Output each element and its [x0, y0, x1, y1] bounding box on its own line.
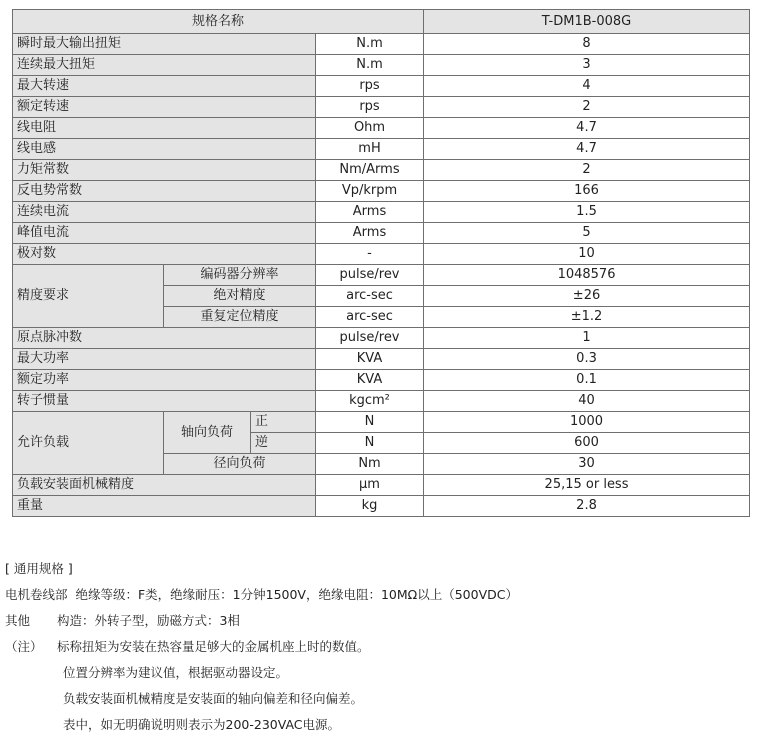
table-row — [13, 139, 750, 160]
unit-cell: pulse/rev — [316, 265, 424, 286]
row-label: 连续电流 — [13, 202, 316, 223]
table-row — [13, 223, 750, 244]
value-cell: 1 — [424, 328, 750, 349]
value-cell: 2.8 — [424, 496, 750, 517]
value-cell: ±26 — [424, 286, 750, 307]
row-label: 瞬时最大输出扭矩 — [13, 34, 316, 55]
value-cell: 4.7 — [424, 118, 750, 139]
value-cell: 1000 — [424, 412, 750, 433]
value-cell: 166 — [424, 181, 750, 202]
unit-cell: N.m — [316, 34, 424, 55]
row-label: 线电感 — [13, 139, 316, 160]
unit-cell: kg — [316, 496, 424, 517]
precision-label: 精度要求 — [13, 265, 164, 328]
row-label: 原点脉冲数 — [13, 328, 316, 349]
forward-label: 正 — [251, 412, 316, 433]
value-cell: 2 — [424, 160, 750, 181]
row-label: 重量 — [13, 496, 316, 517]
reverse-label: 逆 — [251, 433, 316, 454]
value-cell: 8 — [424, 34, 750, 55]
value-cell: 0.1 — [424, 370, 750, 391]
row-label: 力矩常数 — [13, 160, 316, 181]
table-row — [13, 265, 750, 286]
value-cell: 4 — [424, 76, 750, 97]
row-label: 极对数 — [13, 244, 316, 265]
table-row — [13, 391, 750, 412]
unit-cell: arc-sec — [316, 307, 424, 328]
unit-cell: N.m — [316, 55, 424, 76]
other-text: 构造：外转子型，励磁方式：3相 — [56, 613, 240, 628]
value-cell: 10 — [424, 244, 750, 265]
value-cell: 0.3 — [424, 349, 750, 370]
table-row — [13, 496, 750, 517]
row-label: 最大功率 — [13, 349, 316, 370]
row-label: 额定功率 — [13, 370, 316, 391]
load-label: 允许负载 — [13, 412, 164, 475]
table-row — [13, 181, 750, 202]
value-cell: 30 — [424, 454, 750, 475]
value-cell: ±1.2 — [424, 307, 750, 328]
table-row — [13, 370, 750, 391]
value-cell: 5 — [424, 223, 750, 244]
table-row — [13, 160, 750, 181]
radial-load-label: 径向负荷 — [164, 454, 316, 475]
table-row — [13, 76, 750, 97]
precision-sub: 绝对精度 — [164, 286, 316, 307]
unit-cell: N — [316, 412, 424, 433]
header-model: T-DM1B-008G — [424, 10, 750, 34]
unit-cell: rps — [316, 97, 424, 118]
unit-cell: Nm — [316, 454, 424, 475]
note-line: 负载安装面机械精度是安装面的轴向偏差和径向偏差。 — [63, 691, 364, 706]
value-cell: 2 — [424, 97, 750, 118]
unit-cell: - — [316, 244, 424, 265]
value-cell: 4.7 — [424, 139, 750, 160]
unit-cell: Vp/krpm — [316, 181, 424, 202]
spec-table — [12, 9, 750, 517]
note-tag: （注） — [5, 639, 43, 654]
unit-cell: Arms — [316, 223, 424, 244]
table-row — [13, 97, 750, 118]
winding-line — [5, 582, 518, 608]
precision-sub: 重复定位精度 — [164, 307, 316, 328]
value-cell: 40 — [424, 391, 750, 412]
axial-load-label: 轴向负荷 — [164, 412, 251, 454]
unit-cell: Ohm — [316, 118, 424, 139]
table-row — [13, 412, 750, 433]
row-label: 转子惯量 — [13, 391, 316, 412]
unit-cell: rps — [316, 76, 424, 97]
unit-cell: pulse/rev — [316, 328, 424, 349]
table-row — [13, 202, 750, 223]
row-label: 线电阻 — [13, 118, 316, 139]
other-line — [5, 608, 518, 634]
unit-cell: Arms — [316, 202, 424, 223]
table-row — [13, 34, 750, 55]
unit-cell: kgcm² — [316, 391, 424, 412]
other-tag: 其他 — [5, 613, 31, 628]
table-row — [13, 55, 750, 76]
row-label: 最大转速 — [13, 76, 316, 97]
note-line — [5, 634, 518, 660]
notes-section — [5, 556, 518, 738]
table-row — [13, 328, 750, 349]
value-cell: 25,15 or less — [424, 475, 750, 496]
winding-tag: 电机卷线部 — [5, 587, 68, 602]
unit-cell: KVA — [316, 349, 424, 370]
note-line: 表中，如无明确说明则表示为200-230VAC电源。 — [63, 717, 341, 732]
unit-cell: KVA — [316, 370, 424, 391]
note-line: 位置分辨率为建议值，根据驱动器设定。 — [63, 665, 289, 680]
note-text: 标称扭矩为安装在热容量足够大的金属机座上时的数值。 — [56, 639, 370, 654]
unit-cell: mH — [316, 139, 424, 160]
value-cell: 1.5 — [424, 202, 750, 223]
winding-text: 绝缘等级：F类，绝缘耐压：1分钟1500V，绝缘电阻：10MΩ以上（500VDC） — [75, 587, 518, 602]
unit-cell: N — [316, 433, 424, 454]
row-label: 连续最大扭矩 — [13, 55, 316, 76]
header-row — [13, 10, 750, 34]
table-row — [13, 244, 750, 265]
notes-title: [ 通用规格 ] — [5, 561, 73, 576]
row-label: 额定转速 — [13, 97, 316, 118]
unit-cell: Nm/Arms — [316, 160, 424, 181]
table-row — [13, 475, 750, 496]
row-label: 反电势常数 — [13, 181, 316, 202]
precision-sub: 编码器分辨率 — [164, 265, 316, 286]
value-cell: 600 — [424, 433, 750, 454]
header-name: 规格名称 — [13, 10, 424, 34]
unit-cell: μm — [316, 475, 424, 496]
row-label: 负载安装面机械精度 — [13, 475, 316, 496]
value-cell: 3 — [424, 55, 750, 76]
table-row — [13, 118, 750, 139]
table-row — [13, 349, 750, 370]
unit-cell: arc-sec — [316, 286, 424, 307]
row-label: 峰值电流 — [13, 223, 316, 244]
value-cell: 1048576 — [424, 265, 750, 286]
